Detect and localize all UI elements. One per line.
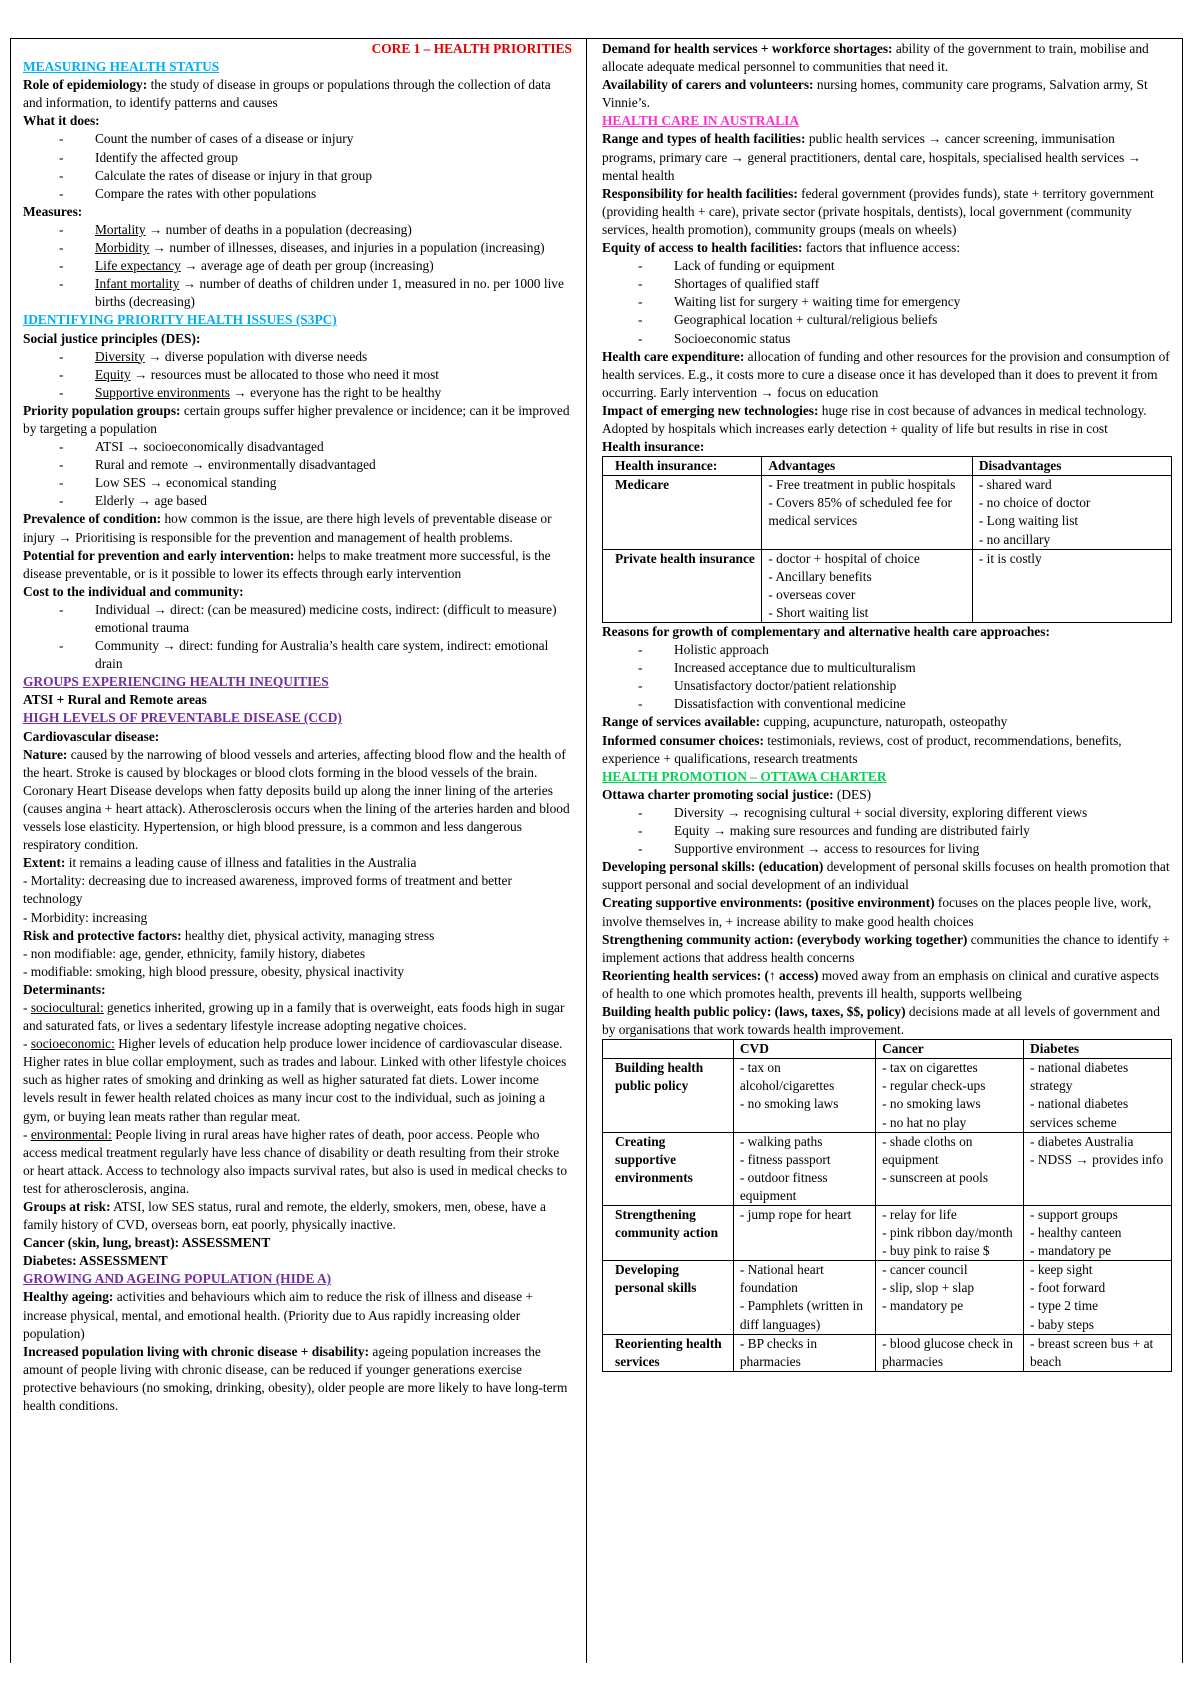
- role-paragraph: [23, 76, 572, 112]
- nature-text: caused by the narrowing of blood vessels and arteries, affecting blood flow and the health of the heart. Stroke is caused by blockages or blood clots forming in the blood vessels of the brain. Coronary Heart Disease develops when fatty deposits build up along the inner lining of the arteries (causes angina + heart attack). Atherosclerosis occurs when the lining of the arteries harden and blood vessels lose elasticity. Hypertension, or high blood pressure, is a common and less dangerous respiratory condition.: [23, 746, 570, 853]
- term: Infant mortality: [95, 276, 180, 292]
- list-item: - Identify the affected group: [59, 149, 572, 167]
- cell-line: - walking paths: [739, 1133, 823, 1149]
- list-item: - Increased acceptance due to multiculturalism: [638, 659, 1172, 677]
- strength-label: Strengthening community action: (everybody working together): [602, 931, 968, 947]
- table-cell: [762, 476, 973, 549]
- list-item: - Lack of funding or equipment: [638, 257, 1172, 275]
- term: Equity: [95, 366, 131, 382]
- measures-label: Measures:: [23, 203, 83, 219]
- cell-line: - no choice of doctor: [978, 495, 1091, 511]
- table-cell: [876, 1059, 1024, 1132]
- table-header-cell: Diabetes: [1024, 1040, 1172, 1059]
- table-row: [603, 549, 1172, 622]
- cell-line: - outdoor fitness equipment: [739, 1169, 828, 1203]
- range-text: public health services → cancer screening, immunisation programs, primary care → general practitioners, dental care, hospitals, specialised health services → mental health: [602, 131, 1142, 183]
- ppg-label: Priority population groups:: [23, 402, 181, 418]
- cell-line: - shared ward: [978, 477, 1052, 493]
- cell-line: - relay for life: [882, 1207, 957, 1222]
- table-cell: [876, 1261, 1024, 1334]
- list-item: - Low SES → economical standing: [59, 474, 572, 492]
- cell-line: - NDSS → provides info: [1030, 1151, 1164, 1167]
- cell-line: - regular check-ups: [882, 1078, 986, 1094]
- cost-label: Cost to the individual and community:: [23, 583, 244, 599]
- cell-line: - support groups: [1030, 1207, 1118, 1222]
- strength-paragraph: [602, 931, 1172, 967]
- table-row-label: Strengthening community action: [603, 1206, 734, 1261]
- ageing-heading: GROWING AND AGEING POPULATION (HIDE A): [23, 1271, 332, 1287]
- table-header-cell: CVD: [733, 1040, 875, 1059]
- det-paragraph: - environmental: People living in rural areas have higher rates of death, poor access. People who access medical treatment regularly have less chance of disability or death resulting from their stroke or heart attack. Access to technology also impacts survival rates, but also is used in medical checks to test for atherosclerosis, angina.: [23, 1126, 568, 1196]
- extent-line: - Morbidity: increasing: [23, 909, 148, 925]
- services-label: Range of services available:: [602, 714, 761, 730]
- cell-line: - no smoking laws: [739, 1096, 839, 1112]
- table-row: [603, 476, 1172, 549]
- dev-label: Developing personal skills: (education): [602, 859, 824, 875]
- policy-paragraph: [602, 1003, 1172, 1039]
- dev-text: development of personal skills focuses on health promotion that support personal and social development of an individual: [602, 859, 1170, 893]
- list-item: - Community → direct: funding for Australia’s health care system, indirect: emotional drain: [59, 637, 572, 673]
- equity-paragraph: [602, 239, 1172, 257]
- ottawa-text: (DES): [833, 786, 872, 802]
- promotion-heading: HEALTH PROMOTION – OTTAWA CHARTER: [602, 768, 887, 784]
- table-row-label: Medicare: [603, 476, 762, 549]
- cell-line: - national diabetes services scheme: [1030, 1096, 1129, 1130]
- tech-text: huge rise in cost because of advances in medical technology. Adopted by hospitals which increases early detection + quality of life but results in rise in cost: [602, 402, 1147, 436]
- cost-list: [23, 601, 572, 673]
- services-paragraph: [602, 713, 1172, 731]
- create-paragraph: [602, 894, 1172, 930]
- ottawa-paragraph: [602, 786, 1172, 804]
- risk-line: - modifiable: smoking, high blood pressure, obesity, physical inactivity: [23, 963, 405, 979]
- groups-risk-paragraph: [23, 1198, 572, 1234]
- table-cell: [1024, 1334, 1172, 1371]
- healthy-label: Healthy ageing:: [23, 1289, 114, 1305]
- cell-line: - mandatory pe: [1030, 1243, 1112, 1259]
- list-item: - Individual → direct: (can be measured) medicine costs, indirect: (difficult to measure) emotional trauma: [59, 601, 572, 637]
- term-text: genetics inherited, growing up in a family that is overweight, eats foods high in sugar and saturated fats, or lives a sedentary lifestyle increase adopting negative choices.: [23, 999, 565, 1034]
- cell-line: - it is costly: [978, 550, 1042, 566]
- cell-line: - doctor + hospital of choice: [768, 550, 920, 566]
- prev-text: how common is the issue, are there high levels of preventable disease or injury → Prioritising is responsible for the prevention and management of health problems.: [23, 511, 552, 545]
- term-text: → number of deaths in a population (decreasing): [145, 221, 412, 237]
- ottawa-table: [602, 1039, 1172, 1372]
- table-row: [603, 1261, 1172, 1334]
- list-item: - Diversity → recognising cultural + social diversity, exploring different views: [638, 804, 1172, 822]
- extent-line: - Mortality: decreasing due to increased awareness, improved forms of treatment and better technology: [23, 873, 512, 907]
- informed-paragraph: [602, 732, 1172, 768]
- sj-label: Social justice principles (DES):: [23, 330, 201, 346]
- informed-label: Informed consumer choices:: [602, 732, 764, 748]
- reorient-text: moved away from an emphasis on clinical and curative aspects of health to one which promotes health, prevents ill health, supports wellbeing: [602, 967, 1160, 1001]
- demand-label: Demand for health services + workforce shortages:: [602, 41, 893, 56]
- table-header-row: [603, 1040, 1172, 1059]
- avail-paragraph: [602, 76, 1172, 112]
- cell-line: - breast screen bus + at beach: [1030, 1335, 1154, 1369]
- table-cell: [972, 476, 1171, 549]
- table-row-label: Building health public policy: [603, 1059, 734, 1132]
- resp-label: Responsibility for health facilities:: [602, 185, 798, 201]
- cell-line: - diabetes Australia: [1030, 1133, 1134, 1149]
- list-item: - Elderly → age based: [59, 492, 572, 510]
- list-item: [59, 384, 572, 402]
- create-label: Creating supportive environments: (positive environment): [602, 895, 935, 911]
- cell-line: - mandatory pe: [882, 1298, 964, 1314]
- risk-label: Risk and protective factors:: [23, 927, 182, 943]
- range-label: Range and types of health facilities:: [602, 131, 806, 147]
- measuring-heading: MEASURING HEALTH STATUS: [23, 59, 220, 75]
- equity-text: factors that influence access:: [802, 240, 961, 256]
- ottawa-list: [602, 804, 1172, 858]
- extent-label: Extent:: [23, 855, 66, 871]
- table-header-cell: Advantages: [762, 457, 973, 476]
- list-item: - Holistic approach: [638, 641, 1172, 659]
- groups-risk-text: ATSI, low SES status, rural and remote, the elderly, smokers, men, obese, have a family history of CVD, overseas born, eat poorly, physically inactive.: [23, 1199, 546, 1233]
- term-text: → number of deaths of children under 1, measured in no. per 1000 live births (decreasing): [95, 276, 564, 310]
- prevalence-paragraph: [23, 510, 572, 546]
- cell-line: - national diabetes strategy: [1030, 1060, 1129, 1094]
- chronic-label: Increased population living with chronic disease + disability:: [23, 1343, 370, 1359]
- term-text: → average age of death per group (increasing): [180, 258, 434, 274]
- table-header-cell: Cancer: [876, 1040, 1024, 1059]
- cell-line: - pink ribbon day/month: [882, 1225, 1013, 1241]
- healthy-ageing-paragraph: [23, 1288, 572, 1342]
- tech-paragraph: [602, 402, 1172, 438]
- cell-line: - buy pink to raise $: [882, 1243, 990, 1259]
- tech-label: Impact of emerging new technologies:: [602, 402, 819, 418]
- cancer-line: Cancer (skin, lung, breast): ASSESSMENT: [23, 1235, 271, 1251]
- cell-line: - BP checks in pharmacies: [739, 1335, 818, 1369]
- cell-line: - tax on alcohol/cigarettes: [739, 1060, 835, 1094]
- dev-paragraph: [602, 858, 1172, 894]
- informed-text: testimonials, reviews, cost of product, recommendations, benefits, experience + qualifications, research treatments: [602, 732, 1122, 766]
- table-row: [603, 1132, 1172, 1205]
- demand-text: ability of the government to train, mobilise and allocate adequate medical personnel to communities that need it.: [602, 41, 1149, 75]
- table-cell: [972, 549, 1171, 622]
- list-item: - Calculate the rates of disease or injury in that group: [59, 167, 572, 185]
- risk-paragraph: [23, 927, 572, 945]
- table-cell: [876, 1334, 1024, 1371]
- table-cell: [733, 1059, 875, 1132]
- list-item: - Count the number of cases of a disease or injury: [59, 130, 572, 148]
- nature-label: Nature:: [23, 746, 68, 762]
- left-column: [10, 38, 587, 1663]
- term: environmental:: [30, 1126, 112, 1142]
- table-header-cell: [603, 1040, 734, 1059]
- sj-list: [23, 348, 572, 402]
- cell-line: - no hat no play: [882, 1114, 967, 1130]
- table-header-cell: Disadvantages: [972, 457, 1171, 476]
- prev-label: Prevalence of condition:: [23, 511, 162, 527]
- cell-line: - slip, slop + slap: [882, 1280, 975, 1296]
- cell-line: - baby steps: [1030, 1316, 1095, 1332]
- risk-line: - non modifiable: age, gender, ethnicity, family history, diabetes: [23, 945, 366, 961]
- table-header-row: [603, 457, 1172, 476]
- cell-line: - jump rope for heart: [739, 1207, 852, 1222]
- exp-text: allocation of funding and other resources for the provision and consumption of health services. E.g., it costs more to cure a disease once it has developed than it does to prevent it from occurring. Early intervention → focus on education: [602, 348, 1170, 400]
- groups-heading: GROUPS EXPERIENCING HEALTH INEQUITIES: [23, 674, 329, 690]
- cell-line: - National heart foundation: [739, 1262, 824, 1296]
- cell-line: - blood glucose check in pharmacies: [882, 1335, 1014, 1369]
- right-column: [587, 38, 1183, 1663]
- groups-line: ATSI + Rural and Remote areas: [23, 692, 207, 708]
- table-header-cell: Health insurance:: [603, 457, 762, 476]
- extent-text: it remains a leading cause of illness and fatalities in the Australia: [65, 855, 417, 871]
- cell-line: - foot forward: [1030, 1280, 1106, 1296]
- term: Morbidity: [95, 240, 150, 256]
- table-row-label: Reorienting health services: [603, 1334, 734, 1371]
- reorient-label: Reorienting health services: (↑ access): [602, 967, 819, 983]
- list-item: - Unsatisfactory doctor/patient relationship: [638, 677, 1172, 695]
- det-paragraph: - socioeconomic: Higher levels of education help produce lower incidence of cardiovascular disease. Higher rates in blue collar employment, such as trades and labour. Linked with other lifestyle choices such as higher rates of smoking and drinking as well as higher saturated fat diets. Lower income levels result in fewer health related choices as many incur cost to the individual, such as joining a gym, or buying lean meats rather than regular meat.: [23, 1036, 567, 1124]
- resp-paragraph: [602, 185, 1172, 239]
- groups-risk-label: Groups at risk:: [23, 1199, 111, 1214]
- term-text: People living in rural areas have higher rates of death, poor access. People who access medical treatment regularly have less chance of disability or death resulting from their stroke or heart attack. Access to technology also impacts survival rates, but also is used in medical checks to test for atherosclerosis, angina.: [23, 1126, 568, 1196]
- table-cell: [1024, 1206, 1172, 1261]
- term-text: → resources must be allocated to those who need it most: [130, 366, 440, 382]
- page: [10, 38, 1182, 1663]
- what-list: [23, 130, 572, 202]
- diabetes-line: Diabetes: ASSESSMENT: [23, 1253, 168, 1269]
- table-cell: [733, 1206, 875, 1261]
- term: Supportive environments: [95, 384, 231, 400]
- table-cell: [1024, 1059, 1172, 1132]
- nature-paragraph: [23, 746, 572, 855]
- pot-label: Potential for prevention and early intervention:: [23, 547, 295, 563]
- care-heading: HEALTH CARE IN AUSTRALIA: [602, 113, 800, 129]
- cell-line: - no ancillary: [978, 531, 1051, 547]
- table-cell: [733, 1261, 875, 1334]
- list-item: - Shortages of qualified staff: [638, 275, 1172, 293]
- det-label: Determinants:: [23, 981, 106, 997]
- services-text: cupping, acupuncture, naturopath, osteopathy: [760, 714, 1008, 730]
- cvd-label: Cardiovascular disease:: [23, 728, 160, 744]
- ppg-paragraph: [23, 402, 572, 438]
- cell-line: - no smoking laws: [882, 1096, 981, 1112]
- cell-line: - sunscreen at pools: [882, 1169, 989, 1185]
- expenditure-paragraph: [602, 348, 1172, 402]
- table-cell: [733, 1132, 875, 1205]
- cell-line: - cancer council: [882, 1262, 968, 1278]
- cell-line: - Free treatment in public hospitals: [768, 477, 956, 493]
- term: Diversity: [95, 348, 145, 364]
- table-row: [603, 1334, 1172, 1371]
- measures-list: [23, 221, 572, 311]
- list-item: - Waiting list for surgery + waiting time for emergency: [638, 293, 1172, 311]
- insurance-label: Health insurance:: [602, 439, 705, 455]
- list-item: [59, 221, 572, 239]
- ottawa-label: Ottawa charter promoting social justice:: [602, 786, 834, 802]
- reasons-list: [602, 641, 1172, 713]
- list-item: - ATSI → socioeconomically disadvantaged: [59, 438, 572, 456]
- chronic-paragraph: [23, 1343, 572, 1415]
- cell-line: - Covers 85% of scheduled fee for medical services: [768, 495, 952, 529]
- cell-line: - Long waiting list: [978, 513, 1079, 529]
- strength-text: communities the chance to identify + implement actions that address health concerns: [602, 931, 1170, 965]
- equity-label: Equity of access to health facilities:: [602, 240, 803, 256]
- reasons-label: Reasons for growth of complementary and alternative health care approaches:: [602, 624, 1050, 639]
- cell-line: - shade cloths on equipment: [882, 1133, 973, 1167]
- table-row: [603, 1059, 1172, 1132]
- term-text: → diverse population with diverse needs: [144, 348, 368, 364]
- policy-text: decisions made at all levels of government and by organisations that work towards health improvement.: [602, 1003, 1160, 1038]
- table-cell: [733, 1334, 875, 1371]
- insurance-table: [602, 456, 1172, 623]
- avail-label: Availability of carers and volunteers:: [602, 77, 814, 93]
- cell-line: - Ancillary benefits: [768, 568, 872, 584]
- ppg-list: [23, 438, 572, 510]
- table-cell: [762, 549, 973, 622]
- cell-line: - Short waiting list: [768, 604, 869, 620]
- range-paragraph: [602, 130, 1172, 184]
- list-item: - Supportive environment → access to resources for living: [638, 840, 1172, 858]
- exp-label: Health care expenditure:: [602, 348, 745, 364]
- chronic-text: ageing population increases the amount of people living with chronic disease, can be reduced if younger generations exercise protective behaviours (no smoking, drinking, obesity), older people are more likely to have long-term health conditions.: [23, 1343, 568, 1414]
- list-item: [59, 239, 572, 257]
- cell-line: - tax on cigarettes: [882, 1060, 978, 1076]
- role-label: Role of epidemiology:: [23, 77, 148, 93]
- term: socioeconomic:: [30, 1036, 115, 1052]
- table-row-label: Creating supportive environments: [603, 1132, 734, 1205]
- list-item: [59, 366, 572, 384]
- list-item: - Socioeconomic status: [638, 330, 1172, 348]
- cell-line: - fitness passport: [739, 1151, 831, 1167]
- policy-label: Building health public policy: (laws, taxes, $$, policy): [602, 1003, 906, 1019]
- table-cell: [876, 1132, 1024, 1205]
- term-text: → everyone has the right to be healthy: [230, 384, 442, 400]
- table-row: [603, 1206, 1172, 1261]
- list-item: - Compare the rates with other populations: [59, 185, 572, 203]
- table-row-label: Developing personal skills: [603, 1261, 734, 1334]
- avail-text: nursing homes, community care programs, Salvation army, St Vinnie’s.: [602, 77, 1148, 111]
- reorient-paragraph: [602, 967, 1172, 1003]
- resp-text: federal government (provides funds), state + territory government (providing health + care), private sector (private hospitals, dentists), local government (community services, health promotion), community groups (meals on wheels): [602, 185, 1154, 237]
- term: sociocultural:: [30, 999, 104, 1015]
- cell-line: - Pamphlets (written in diff languages): [739, 1298, 863, 1332]
- table-cell: [876, 1206, 1024, 1261]
- highlevels-heading: HIGH LEVELS OF PREVENTABLE DISEASE (CCD): [23, 710, 342, 726]
- list-item: - Rural and remote → environmentally disadvantaged: [59, 456, 572, 474]
- page-title: CORE 1 – HEALTH PRIORITIES: [371, 41, 572, 56]
- list-item: [59, 257, 572, 275]
- risk-text: healthy diet, physical activity, managing stress: [181, 927, 435, 943]
- term-text: → number of illnesses, diseases, and injuries in a population (increasing): [149, 240, 545, 256]
- pot-text: helps to make treatment more successful, is the disease preventable, or is it possible to lower its effects through early intervention: [23, 547, 551, 581]
- healthy-text: activities and behaviours which aim to reduce the risk of illness and disease + increase physical, mental, and emotional health. (Priority due to Aus rapidly increasing older population): [23, 1289, 533, 1341]
- term: Life expectancy: [95, 258, 181, 274]
- table-row-label: Private health insurance: [603, 549, 762, 622]
- cell-line: - type 2 time: [1030, 1298, 1099, 1314]
- det-paragraph: - sociocultural: genetics inherited, growing up in a family that is overweight, eats foods high in sugar and saturated fats, or lives a sedentary lifestyle increase adopting negative choices.: [23, 999, 565, 1034]
- table-cell: [1024, 1261, 1172, 1334]
- cell-line: - healthy canteen: [1030, 1225, 1122, 1241]
- list-item: - Geographical location + cultural/religious beliefs: [638, 311, 1172, 329]
- what-label: What it does:: [23, 113, 100, 129]
- list-item: - Equity → making sure resources and funding are distributed fairly: [638, 822, 1172, 840]
- potential-paragraph: [23, 547, 572, 583]
- cell-line: - keep sight: [1030, 1262, 1093, 1278]
- list-item: [59, 348, 572, 366]
- list-item: [59, 275, 572, 311]
- role-text: the study of disease in groups or populations through the collection of data and information, to identify patterns and causes: [23, 77, 551, 111]
- ppg-text: certain groups suffer higher prevalence or incidence; can it be improved by targeting a population: [23, 402, 570, 436]
- demand-paragraph: [602, 40, 1172, 76]
- table-cell: [1024, 1132, 1172, 1205]
- term-text: Higher levels of education help produce lower incidence of cardiovascular disease. Higher rates in blue collar employment, such as trades and labour. Linked with other lifestyle choices such as higher rates of smoking and drinking as well as higher saturated fat diets. Lower income levels result in fewer health related choices as many incur cost to the individual, such as joining a gym, or buying lean meats rather than regular meat.: [23, 1036, 567, 1124]
- identifying-heading: IDENTIFYING PRIORITY HEALTH ISSUES (S3PC): [23, 312, 337, 328]
- cell-line: - overseas cover: [768, 586, 856, 602]
- extent-paragraph: [23, 854, 572, 872]
- list-item: - Dissatisfaction with conventional medicine: [638, 695, 1172, 713]
- create-text: focuses on the places people live, work, involve themselves in, + increase ability to make good health choices: [602, 895, 1152, 929]
- equity-list: [602, 257, 1172, 347]
- term: Mortality: [95, 221, 146, 237]
